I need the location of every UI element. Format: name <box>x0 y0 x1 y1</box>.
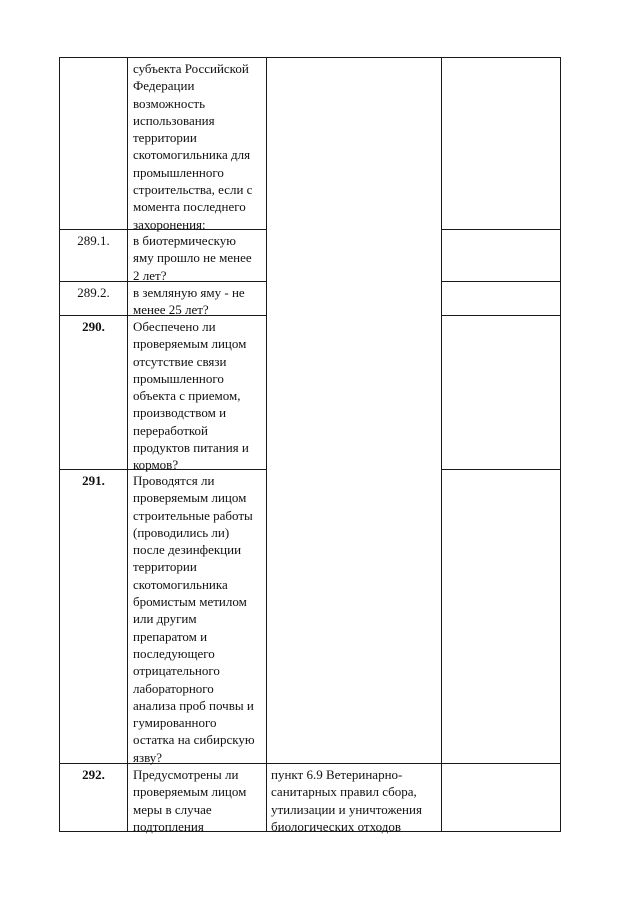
question-text: субъекта Российской Федерации возможность использования территории скотомогильника для промышленного строительства, если с момента последнего захоронения: <box>133 61 253 232</box>
legal-reference: пункт 6.9 Ветеринарно- санитарных правил сбора, утилизации и уничтожения биологических отходов <box>271 767 422 834</box>
question-text: Предусмотрены ли проверяемым лицом меры в случае подтопления <box>133 767 247 834</box>
item-number: 289.1. <box>77 233 110 248</box>
item-number: 291. <box>82 473 105 488</box>
question-text: Проводятся ли проверяемым лицом строительные работы (проводились ли) после дезинфекции территории скотомогильника бромистым метилом или другим препаратом и последующего отрицательного лабораторного анализа проб почвы и гумированного остатка на сибирскую язву? <box>133 473 255 765</box>
column-divider <box>441 57 442 832</box>
item-number: 289.2. <box>77 285 110 300</box>
question-text: в земляную яму - не менее 25 лет? <box>133 285 245 318</box>
table-border-right <box>560 57 561 832</box>
question-text: Обеспечено ли проверяемым лицом отсутствие связи промышленного объекта с приемом, производством и переработкой продуктов питания и кормов? <box>133 319 249 473</box>
item-number: 292. <box>82 767 105 782</box>
item-number: 290. <box>82 319 105 334</box>
row-divider <box>441 315 561 316</box>
column-divider <box>127 57 128 832</box>
row-divider <box>441 229 561 230</box>
row-divider <box>441 281 561 282</box>
table-border-left <box>59 57 60 832</box>
column-divider <box>266 57 267 832</box>
question-text: в биотермическую яму прошло не менее 2 лет? <box>133 233 252 283</box>
row-divider <box>441 469 561 470</box>
table-border-top <box>59 57 561 58</box>
